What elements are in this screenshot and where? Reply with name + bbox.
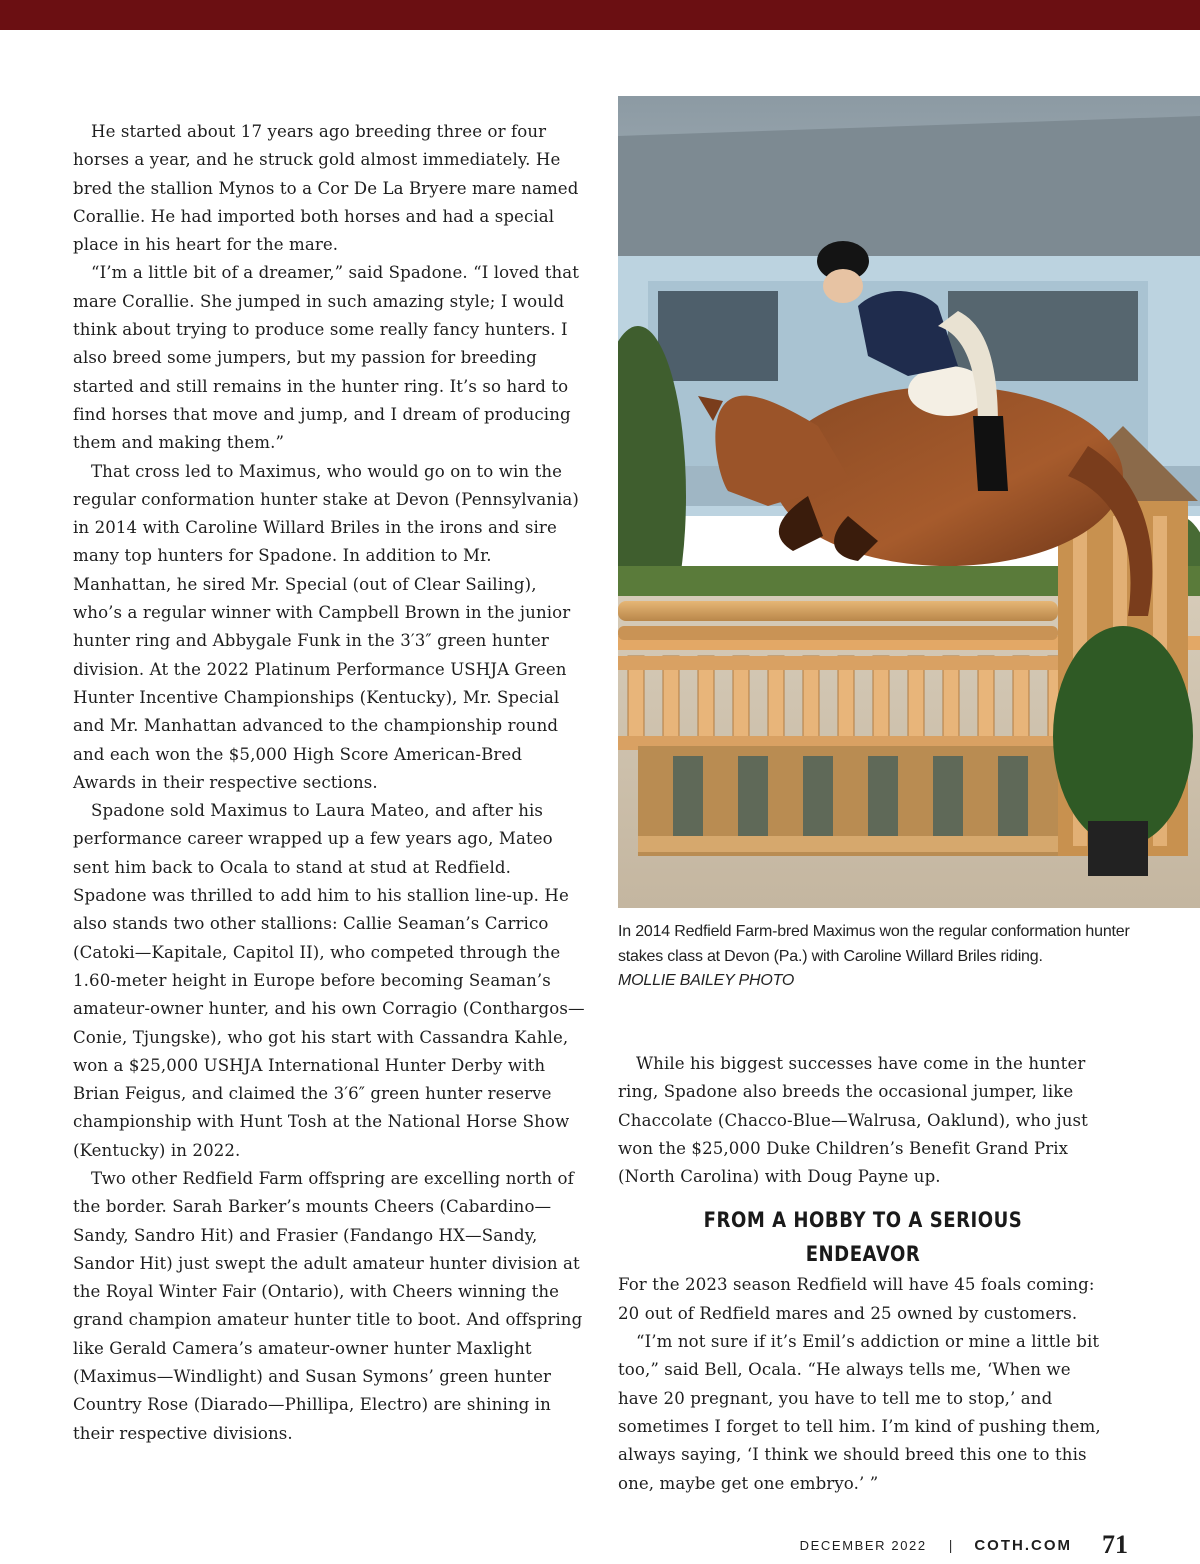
top-color-bar	[0, 0, 1200, 30]
page-footer	[800, 1530, 1128, 1560]
issue-date: DECEMBER 2022	[799, 1537, 927, 1553]
article-paragraph: That cross led to Maximus, who would go on to win the regular conformation hunter stake at Devon (Pennsylvania) in 2014 with Caroline Willard Briles in the irons and sire many top hunters for Spadone. In addition to Mr. Manhattan, he sired Mr. Special (out of Clear Sailing), who’s a regular winner with Campbell Brown in the junior hunter ring and Abbygale Funk in the 3′3″ green hunter division. At the 2022 Platinum Performance USHJA Green Hunter Incentive Championships (Kentucky), Mr. Special and Mr. Manhattan advanced to the championship round and each won the $5,000 High Score American-Bred Awards in their respective sections.	[73, 461, 579, 792]
footer-separator: |	[948, 1537, 953, 1553]
article-paragraph: “I’m not sure if it’s Emil’s addiction or mine a little bit too,” said Bell, Ocala. “He always tells me, ‘When we have 20 pregnant, you have to tell me to stop,’ and sometimes I forget to tell him. I’m kind of pushing them, always saying, ‘I think we should breed this one to this one, maybe get one embryo.’ ”	[618, 1332, 1101, 1493]
photo-caption	[618, 920, 1178, 994]
horse-jumping-photo	[618, 96, 1200, 908]
photo-credit: MOLLIE BAILEY PHOTO	[618, 972, 795, 989]
article-paragraph: He started about 17 years ago breeding three or four horses a year, and he struck gold almost immediately. He bred the stallion Mynos to a Cor De La Bryere mare named Corallie. He had imported both horses and had a special place in his heart for the mare.	[73, 122, 579, 255]
article-paragraph: “I’m a little bit of a dreamer,” said Spadone. “I loved that mare Corallie. She jumped in such amazing style; I would think about trying to produce some really fancy hunters. I also breed some jumpers, but my passion for breeding started and still remains in the hunter ring. It’s so hard to find horses that move and jump, and I dream of producing them and making them.”	[73, 263, 580, 453]
article-paragraph: While his biggest successes have come in the hunter ring, Spadone also breeds the occasional jumper, like Chaccolate (Chacco-Blue—Walrusa, Oaklund), who just won the $25,000 Duke Children’s Benefit Grand Prix (North Carolina) with Doug Payne up.	[618, 1054, 1088, 1187]
site-name: COTH.COM	[974, 1536, 1072, 1554]
article-paragraph: For the 2023 season Redfield will have 45 foals coming: 20 out of Redfield mares and 25 owned by customers.	[618, 1275, 1095, 1323]
page-number: 71	[1102, 1530, 1128, 1559]
article-paragraph: Spadone sold Maximus to Laura Mateo, and after his performance career wrapped up a few years ago, Mateo sent him back to Ocala to stand at stud at Redfield. Spadone was thrilled to add him to his stallion line-up. He also stands two other stallions: Callie Seaman’s Carrico (Catoki—Kapitale, Capitol II), who competed through the 1.60-meter height in Europe before becoming Seaman’s amateur-owner hunter, and his own Corragio (Conthargos—Conie, Tjungske), who got his start with Cassandra Kahle, won a $25,000 USHJA International Hunter Derby with Brian Feigus, and claimed the 3′6″ green hunter reserve championship with Hunt Tosh at the National Horse Show (Kentucky) in 2022.	[73, 801, 585, 1160]
caption-text: In 2014 Redfield Farm-bred Maximus won the regular conformation hunter stakes class at Devon (Pa.) with Caroline Willard Briles riding.	[618, 923, 1130, 965]
article-paragraph: Two other Redfield Farm offspring are excelling north of the border. Sarah Barker’s mounts Cheers (Cabardino—Sandy, Sandro Hit) and Frasier (Fandango HX—Sandy, Sandor Hit) just swept the adult amateur hunter division at the Royal Winter Fair (Ontario), with Cheers winning the grand champion amateur hunter title to boot. And offspring like Gerald Camera’s amateur-owner hunter Maxlight (Maximus—Windlight) and Susan Symons’ green hunter Country Rose (Diarado—Phillipa, Electro) are shining in their respective divisions.	[73, 1168, 583, 1443]
article-left-column	[73, 118, 588, 1448]
section-subheading: FROM A HOBBY TO A SERIOUS ENDEAVOR	[703, 1208, 1023, 1267]
article-right-column	[618, 1050, 1108, 1498]
